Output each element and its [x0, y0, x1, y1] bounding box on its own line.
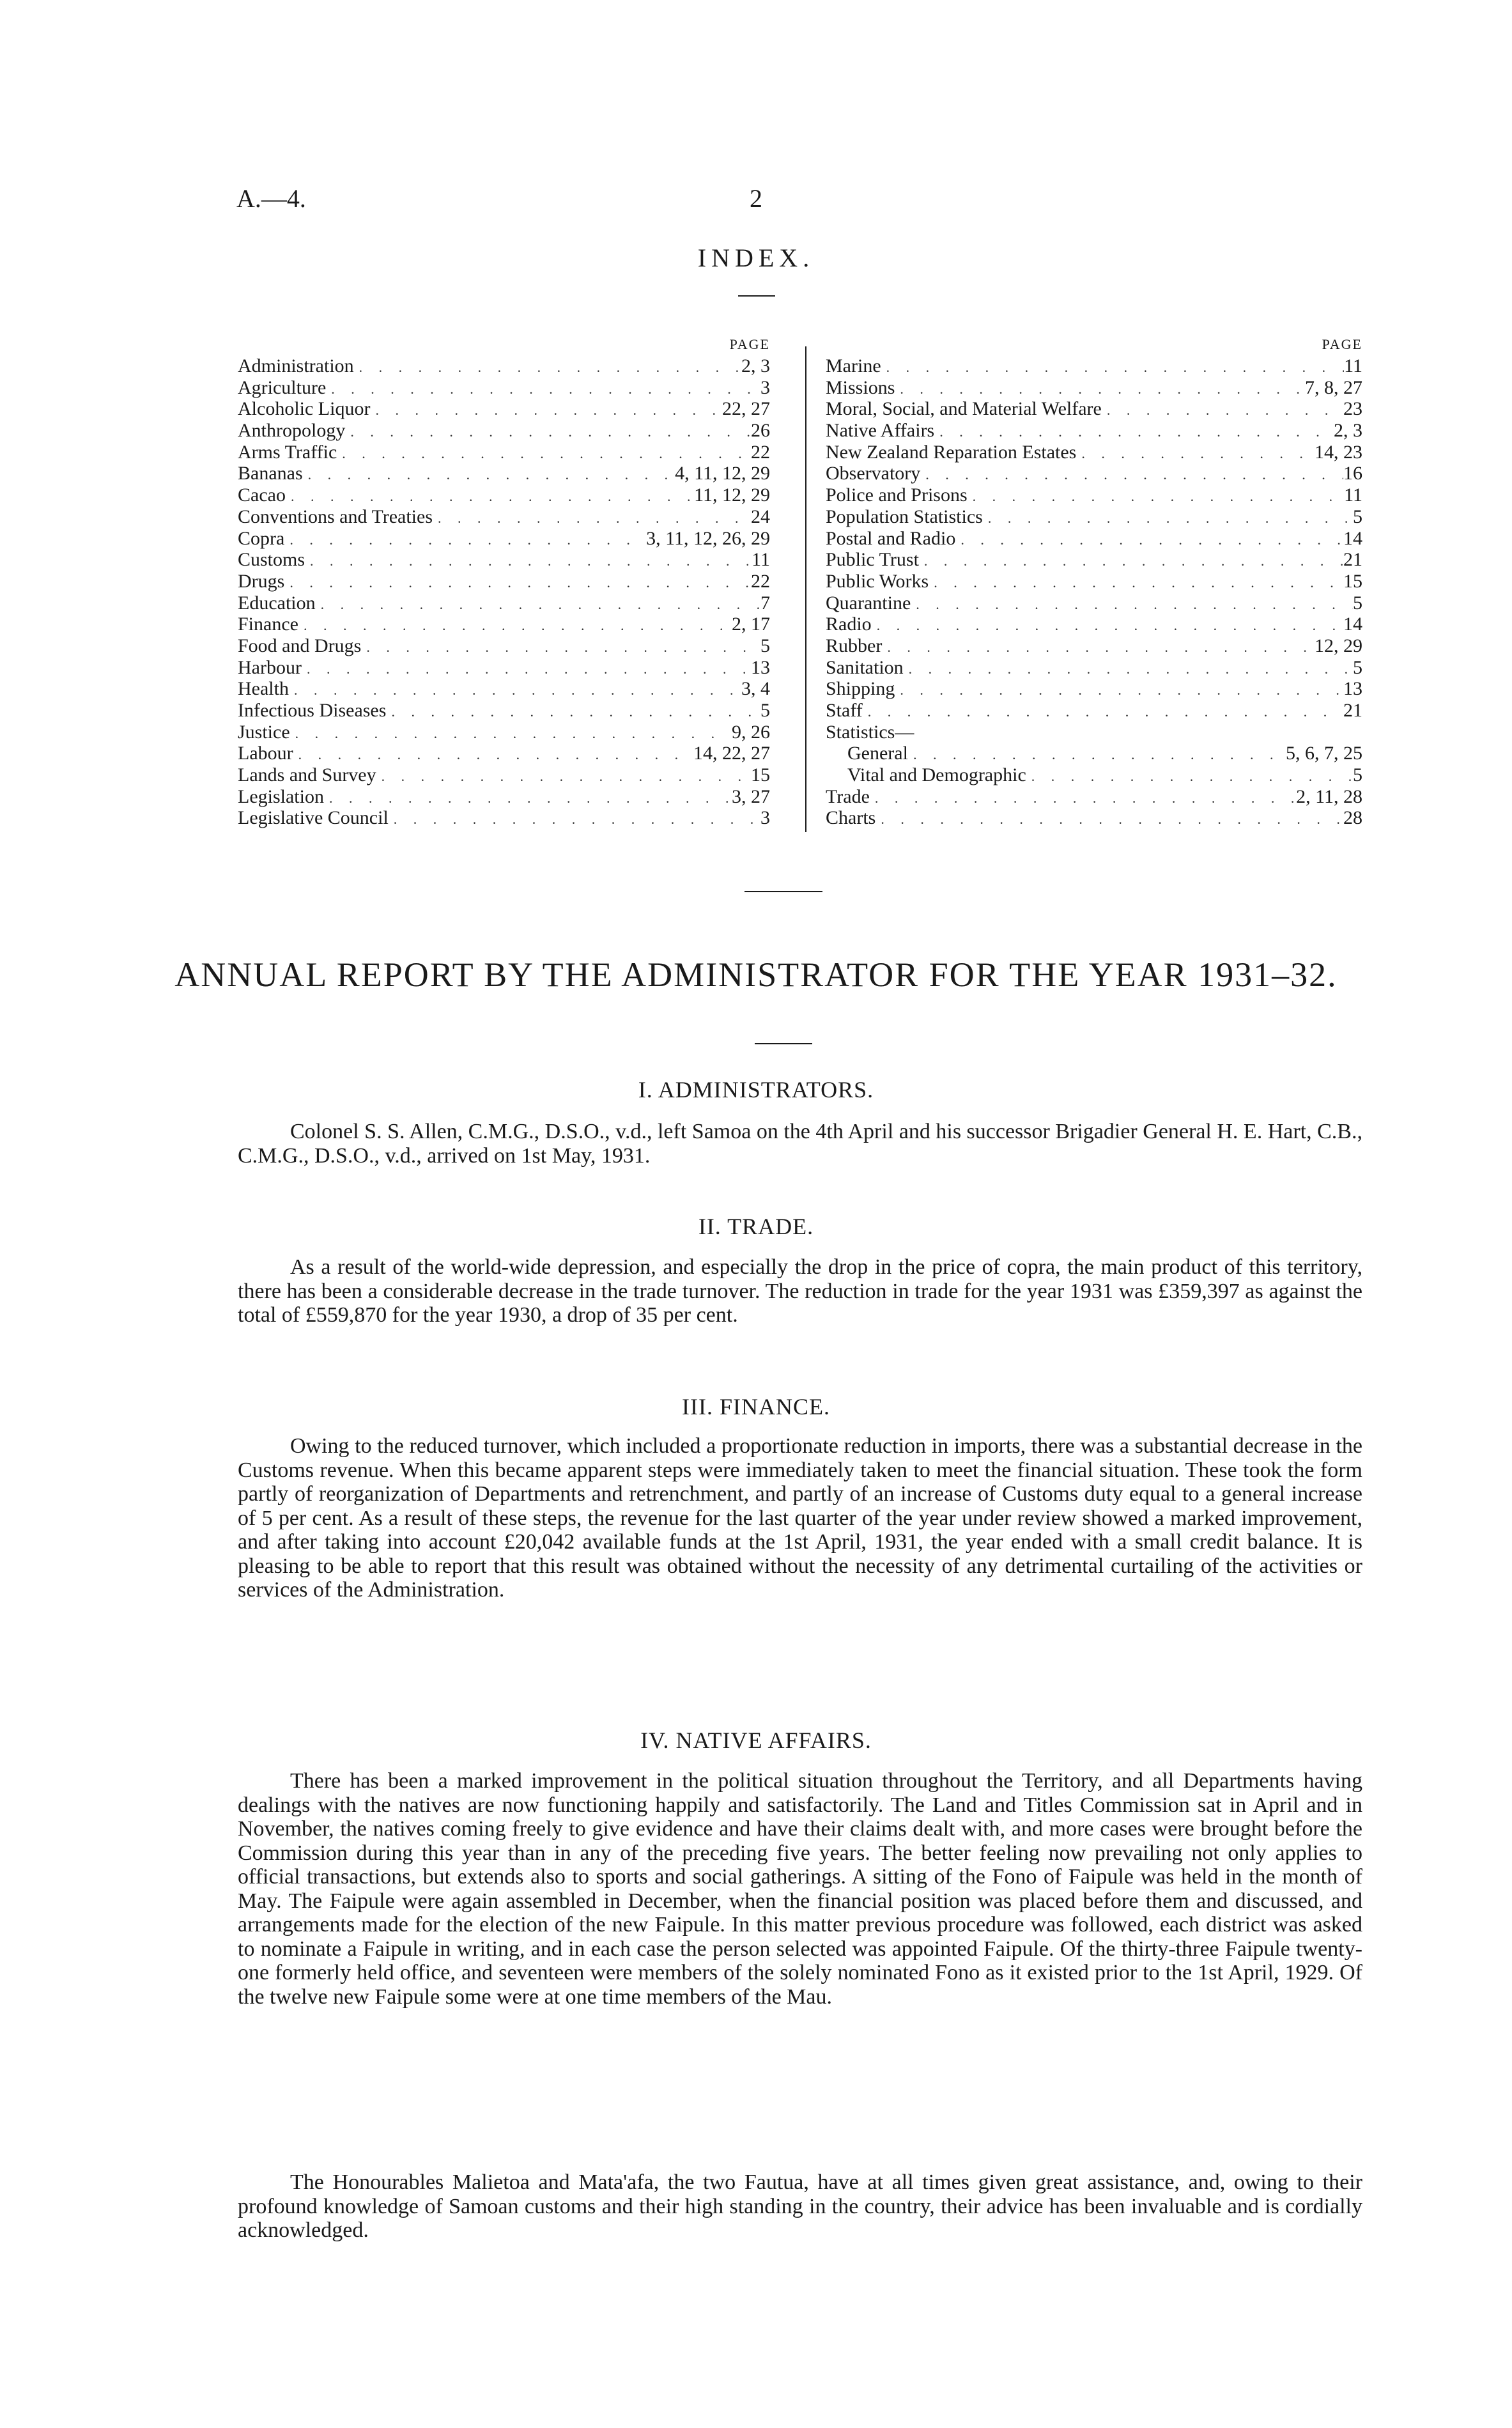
index-entry-pages: 24 [751, 506, 770, 527]
index-entry [238, 355, 770, 377]
heading-finance: III. FINANCE. [682, 1394, 830, 1419]
index-entry-pages: 23 [1343, 398, 1362, 420]
index-entry-name: Quarantine [826, 592, 911, 614]
index-entry-name: Moral, Social, and Material Welfare [826, 398, 1102, 420]
index-entry [238, 377, 770, 399]
index-entry-pages: 26 [751, 420, 770, 442]
paragraph-native-affairs-1: There has been a marked improvement in the political situation throughout the Territory, and all Departments having dealings with the natives are now functioning happily and satisfactorily. The Land and Titles Commission sat in April and in November, the natives coming freely to give evidence and have their claims dealt with, and more cases were brought before the Commission during this year than in any of the preceding five years. The better feeling now prevailing not only applies to official transactions, but extends also to sports and social gatherings. A sitting of the Fono of Faipule was held in the month of May. The Faipule were again assembled in December, when the financial position was placed before them and discussed, and arrangements made for the election of the new Faipule. In this matter previous procedure was followed, each district was asked to nominate a Faipule in writing, and in each case the person selected was appointed Faipule. Of the thirty-three Faipule twenty-one formerly held office, and seventeen were members of the solely nominated Fono as it existed prior to the 1st April, 1929. Of the twelve new Faipule some were at one time members of the Mau. [238, 1769, 1362, 2009]
index-entry-pages: 14 [1343, 614, 1362, 635]
index-right-list [826, 355, 1362, 829]
index-entry [826, 484, 1362, 506]
index-entry-pages: 9, 26 [732, 721, 770, 743]
section-rule [755, 1043, 812, 1044]
index-entry-name: Education [238, 592, 316, 614]
index-entry [826, 377, 1362, 399]
index-entry-name: Bananas [238, 463, 303, 484]
index-entry-name: Justice [238, 721, 290, 743]
index-entry-name: Police and Prisons [826, 484, 968, 506]
index-entry-name: Legislative Council [238, 807, 389, 829]
index-entry-pages: 5, 6, 7, 25 [1286, 743, 1362, 764]
dot-leader [876, 808, 1343, 830]
index-entry [826, 549, 1362, 571]
dot-leader [302, 658, 751, 680]
index-entry-name: Customs [238, 549, 305, 571]
heading-native-affairs: IV. NATIVE AFFAIRS. [640, 1728, 872, 1753]
index-entry [826, 635, 1362, 657]
index-entry-pages: 2, 11, 28 [1296, 785, 1362, 807]
index-entry [826, 700, 1362, 722]
index-entry [238, 528, 770, 550]
index-entry [826, 722, 1362, 743]
section-rule [744, 891, 822, 892]
index-entry-name: Population Statistics [826, 506, 983, 527]
dot-leader [872, 615, 1343, 637]
index-entry [826, 592, 1362, 614]
index-entry [238, 592, 770, 614]
index-entry-pages: 5 [760, 700, 770, 721]
index-entry [826, 355, 1362, 377]
index-entry-pages: 5 [1353, 656, 1362, 678]
index-entry [826, 807, 1362, 829]
index-entry [238, 549, 770, 571]
index-entry-pages: 5 [1353, 506, 1362, 527]
index-title-rule [738, 295, 775, 297]
index-entry-pages: 11, 12, 29 [694, 484, 770, 506]
index-entry [826, 506, 1362, 528]
index-entry-name: Trade [826, 785, 870, 807]
index-entry-name: Public Works [826, 570, 929, 592]
dot-leader [298, 615, 732, 637]
dot-leader [934, 421, 1334, 443]
index-entry-name: Public Trust [826, 549, 919, 571]
dot-leader [326, 378, 760, 400]
index-entry-name: Alcoholic Liquor [238, 398, 371, 420]
index-entry [826, 764, 1362, 786]
index-entry-pages: 13 [751, 656, 770, 678]
index-entry [238, 786, 770, 808]
index-entry-name: Health [238, 678, 289, 700]
index-entry-name: Drugs [238, 570, 285, 592]
index-entry-pages: 3, 27 [732, 785, 770, 807]
index-entry-pages: 4, 11, 12, 29 [675, 463, 770, 484]
index-entry-pages: 3, 11, 12, 26, 29 [646, 527, 770, 549]
index-entry-pages: 14 [1343, 527, 1362, 549]
index-entry-name: Conventions and Treaties [238, 506, 433, 527]
dot-leader [354, 357, 741, 378]
index-entry [238, 571, 770, 592]
dot-leader [290, 723, 732, 745]
dot-leader [284, 529, 646, 551]
page-column-label: PAGE [1322, 336, 1362, 352]
index-entry-name: Charts [826, 807, 876, 829]
index-entry-pages: 5 [1353, 592, 1362, 614]
index-entry [826, 571, 1362, 592]
dot-leader [303, 464, 675, 486]
index-entry-name: Food and Drugs [238, 635, 362, 656]
dot-leader [895, 679, 1343, 701]
index-entry [238, 614, 770, 635]
index-entry-pages: 21 [1343, 700, 1362, 721]
dot-leader [983, 507, 1353, 529]
index-entry-name: Harbour [238, 656, 302, 678]
index-entry-pages: 12, 29 [1315, 635, 1362, 656]
dot-leader [955, 529, 1343, 551]
index-right-column [826, 334, 1362, 829]
dot-leader [376, 766, 751, 787]
index-entry-pages: 2, 17 [732, 614, 770, 635]
dot-leader [289, 679, 741, 701]
index-entry [238, 635, 770, 657]
dot-leader [305, 550, 752, 572]
index-entry-name: Arms Traffic [238, 441, 337, 463]
index-entry-name: Statistics— [826, 721, 914, 743]
index-entry [238, 657, 770, 679]
index-entry-name: Staff [826, 700, 863, 721]
index-entry [238, 463, 770, 484]
dot-leader [908, 744, 1286, 766]
index-entry [238, 484, 770, 506]
index-entry-pages: 22 [751, 570, 770, 592]
index-entry-pages: 3, 4 [741, 678, 770, 700]
index-entry-pages: 16 [1343, 463, 1362, 484]
page-column-label: PAGE [729, 336, 770, 352]
index-entry [238, 506, 770, 528]
dot-leader [293, 744, 693, 766]
index-entry-pages: 22, 27 [722, 398, 770, 420]
index-left-column [238, 334, 770, 829]
index-entry-name: Legislation [238, 785, 324, 807]
index-entry [826, 657, 1362, 679]
index-entry-name: Anthropology [238, 420, 346, 442]
index-entry [826, 678, 1362, 700]
index-entry-name: General [847, 743, 908, 764]
dot-leader [904, 658, 1353, 680]
dot-leader [1026, 766, 1353, 787]
index-entry [826, 743, 1362, 764]
index-entry-name: Vital and Demographic [847, 764, 1026, 786]
dot-leader [370, 399, 722, 421]
index-entry [238, 678, 770, 700]
dot-leader [316, 594, 760, 615]
report-title: ANNUAL REPORT BY THE ADMINISTRATOR FOR THE YEAR 1931–32. [174, 955, 1338, 994]
index-entry-name: Rubber [826, 635, 883, 656]
dot-leader [433, 507, 751, 529]
index-entry-pages: 3 [760, 807, 770, 829]
dot-leader [337, 443, 751, 465]
index-entry-pages: 5 [760, 635, 770, 656]
index-entry-pages: 7, 8, 27 [1305, 376, 1362, 398]
column-divider [805, 346, 806, 832]
index-entry-name: Finance [238, 614, 298, 635]
index-entry-pages: 15 [751, 764, 770, 786]
paragraph-administrators: Colonel S. S. Allen, C.M.G., D.S.O., v.d., left Samoa on the 4th April and his successor Brigadier General H. E. Hart, C.B., C.M.G., D.S.O., v.d., arrived on 1st May, 1931. [238, 1120, 1362, 1168]
index-entry-name: New Zealand Reparation Estates [826, 441, 1077, 463]
index-entry-name: Missions [826, 376, 895, 398]
paragraph-trade: As a result of the world-wide depression, and especially the drop in the price of copra, the main product of this territory, there has been a considerable decrease in the trade turnover. The reduction in trade for the year 1931 was £359,397 as against the total of £559,870 for the year 1930, a drop of 35 per cent. [238, 1255, 1362, 1327]
index-entry-pages: 14, 23 [1315, 441, 1362, 463]
dot-leader [882, 637, 1315, 658]
index-entry-name: Marine [826, 355, 881, 376]
index-table [238, 334, 1362, 839]
index-entry-pages: 21 [1343, 549, 1362, 571]
heading-trade: II. TRADE. [698, 1214, 814, 1239]
index-entry [826, 398, 1362, 420]
dot-leader [361, 637, 760, 658]
index-entry-name: Observatory [826, 463, 921, 484]
index-entry-name: Shipping [826, 678, 895, 700]
index-entry-pages: 15 [1343, 570, 1362, 592]
index-entry-name: Infectious Diseases [238, 700, 387, 721]
index-entry [826, 463, 1362, 484]
index-entry-pages: 2, 3 [741, 355, 770, 376]
dot-leader [863, 701, 1343, 723]
document-reference: A.—4. [236, 184, 306, 213]
index-entry [238, 700, 770, 722]
paragraph-native-affairs-2: The Honourables Malietoa and Mata'afa, the two Fautua, have at all times given great assistance, and, owing to their profound knowledge of Samoan customs and their high standing in the country, their advice has been invaluable and is cordially acknowledged. [238, 2170, 1362, 2242]
index-entry-pages: 5 [1353, 764, 1362, 786]
index-entry-name: Native Affairs [826, 420, 935, 442]
dot-leader [386, 701, 760, 723]
index-entry-name: Cacao [238, 484, 286, 506]
dot-leader [929, 572, 1343, 594]
index-entry-pages: 7 [760, 592, 770, 614]
index-entry-pages: 2, 3 [1334, 420, 1362, 442]
index-entry-pages: 3 [760, 376, 770, 398]
dot-leader [911, 594, 1353, 615]
dot-leader [284, 572, 751, 594]
dot-leader [870, 787, 1296, 809]
index-entry [826, 528, 1362, 550]
dot-leader [345, 421, 751, 443]
heading-administrators: I. ADMINISTRATORS. [638, 1077, 874, 1102]
index-entry-name: Lands and Survey [238, 764, 376, 786]
index-entry-name: Administration [238, 355, 354, 376]
index-entry-pages: 11 [1344, 484, 1362, 506]
index-entry-pages: 11 [1344, 355, 1362, 376]
index-entry [238, 398, 770, 420]
dot-leader [968, 486, 1344, 507]
index-entry-pages: 22 [751, 441, 770, 463]
page-number: 2 [750, 184, 762, 213]
index-entry-pages: 14, 22, 27 [693, 743, 770, 764]
dot-leader [1076, 443, 1315, 465]
dot-leader [389, 808, 760, 830]
index-entry [238, 722, 770, 743]
index-entry-pages: 28 [1343, 807, 1362, 829]
index-entry-pages: 11 [752, 549, 770, 571]
dot-leader [895, 378, 1305, 400]
index-entry-name: Copra [238, 527, 285, 549]
index-entry [238, 764, 770, 786]
dot-leader [286, 486, 694, 507]
index-entry-name: Labour [238, 743, 293, 764]
dot-leader [1102, 399, 1343, 421]
index-entry [826, 786, 1362, 808]
index-left-list [238, 355, 770, 829]
dot-leader [919, 550, 1343, 572]
index-entry [238, 442, 770, 463]
index-entry [238, 743, 770, 764]
dot-leader [920, 464, 1343, 486]
index-entry-name: Sanitation [826, 656, 904, 678]
index-entry [238, 807, 770, 829]
dot-leader [324, 787, 732, 809]
index-entry-name: Radio [826, 614, 872, 635]
index-title: INDEX. [697, 244, 815, 272]
index-entry [826, 614, 1362, 635]
index-entry [826, 442, 1362, 463]
index-entry-pages: 13 [1343, 678, 1362, 700]
index-entry-name: Postal and Radio [826, 527, 956, 549]
index-entry [238, 420, 770, 442]
index-entry [826, 420, 1362, 442]
paragraph-finance: Owing to the reduced turnover, which included a proportionate reduction in imports, there was a substantial decrease in the Customs revenue. When this became apparent steps were immediately taken to meet the financial situation. These took the form partly of reorganization of Departments and retrenchment, and partly of an increase of Customs duty equal to a general increase of 5 per cent. As a result of these steps, the revenue for the last quarter of the year under review showed a marked improvement, and after taking into account £20,042 available funds at the 1st April, 1931, the year ended with a small credit balance. It is pleasing to be able to report that this result was obtained without the necessity of any detrimental curtailing of the activities or services of the Administration. [238, 1434, 1362, 1602]
index-entry-name: Agriculture [238, 376, 327, 398]
dot-leader [881, 357, 1344, 378]
